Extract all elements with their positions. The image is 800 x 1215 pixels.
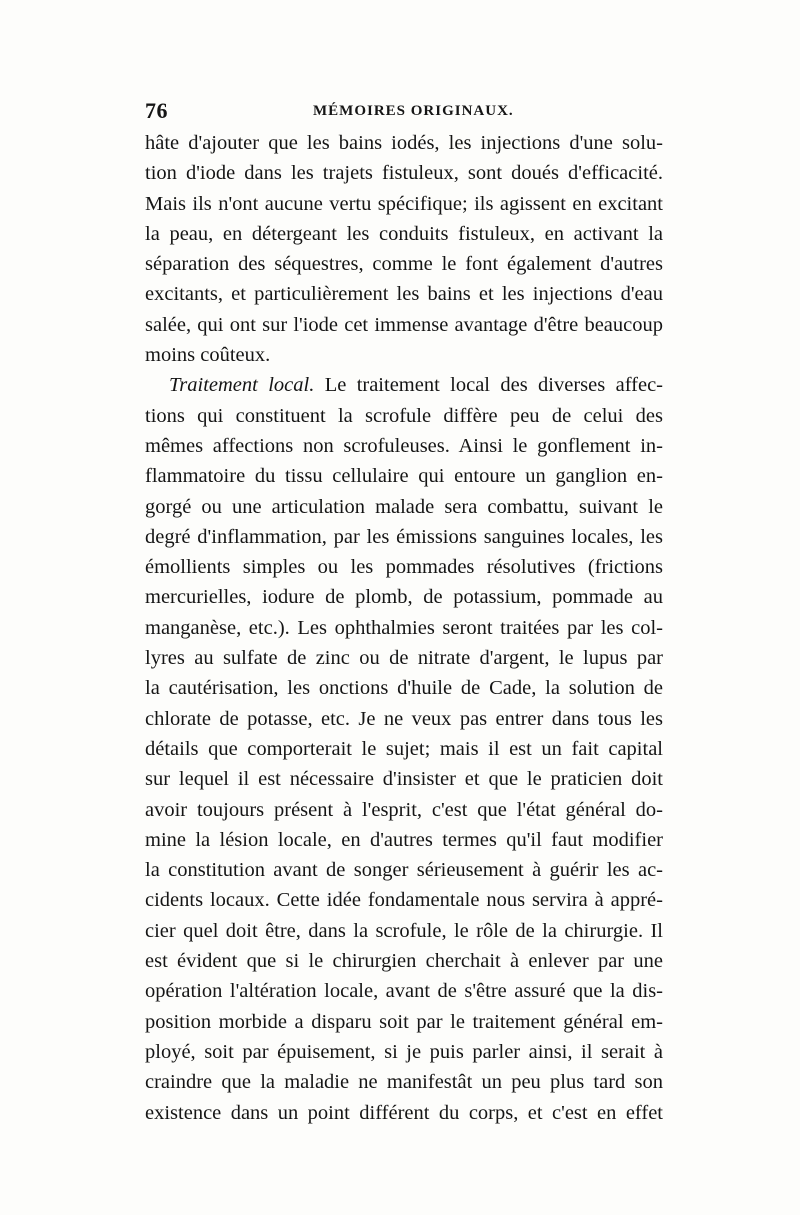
body-text (145, 128, 663, 1128)
text-line: la peau, en détergeant les conduits fistuleux, en activant la (145, 222, 663, 245)
text-fragment: Le traitement local des diverses affec- (324, 374, 664, 397)
text-line: sur lequel il est nécessaire d'insister et que le praticien doit (145, 768, 663, 791)
text-line: détails que comporterait le sujet; mais il est un fait capital (145, 737, 663, 760)
text-line: est évident que si le chirurgien cherchait à enlever par une (145, 950, 663, 973)
text-line: mine la lésion locale, en d'autres termes qu'il faut modifier (145, 828, 663, 851)
text-line: ployé, soit par épuisement, si je puis parler ainsi, il serait à (145, 1040, 663, 1063)
section-heading: Traitement local. (169, 374, 315, 397)
text-line: degré d'inflammation, par les émissions sanguines locales, les (145, 525, 663, 548)
text-line: moins coûteux. (145, 344, 271, 367)
text-line: hâte d'ajouter que les bains iodés, les injections d'une solu- (145, 132, 663, 154)
text-line: Mais ils n'ont aucune vertu spécifique; ils agissent en excitant (145, 192, 663, 215)
text-line: manganèse, etc.). Les ophthalmies seront traitées par les col- (145, 616, 663, 639)
text-line: la cautérisation, les onctions d'huile de Cade, la solution de (145, 677, 663, 700)
text-line: séparation des séquestres, comme le font également d'autres (145, 253, 663, 276)
text-line: gorgé ou une articulation malade sera combattu, suivant le (145, 495, 663, 518)
text-line: position morbide a disparu soit par le traitement général em- (145, 1010, 663, 1033)
text-line: avoir toujours présent à l'esprit, c'est que l'état général do- (145, 798, 663, 821)
text-line: existence dans un point différent du corps, et c'est en effet (145, 1101, 663, 1124)
page-number: 76 (145, 98, 168, 123)
text-line: craindre que la maladie ne manifestât un peu plus tard son (145, 1071, 663, 1094)
running-head (145, 98, 663, 128)
text-line: opération l'altération locale, avant de s'être assuré que la dis- (145, 980, 663, 1003)
paragraph-first-line (145, 370, 663, 400)
text-line: tions qui constituent la scrofule diffère peu de celui des (145, 404, 663, 427)
text-line: cier quel doit être, dans la scrofule, le rôle de la chirurgie. Il (145, 919, 663, 942)
text-line: mêmes affections non scrofuleuses. Ainsi le gonflement in- (145, 434, 663, 457)
running-title: MÉMOIRES ORIGINAUX. (313, 103, 514, 119)
text-line: excitants, et particulièrement les bains et les injections d'eau (145, 283, 663, 306)
text-line: salée, qui ont sur l'iode cet immense avantage d'être beaucoup (145, 313, 663, 336)
text-line: flammatoire du tissu cellulaire qui entoure un ganglion en- (145, 465, 663, 488)
text-line: mercurielles, iodure de plomb, de potassium, pommade au (145, 586, 663, 609)
text-line: tion d'iode dans les trajets fistuleux, sont doués d'efficacité. (145, 162, 663, 185)
text-line: la constitution avant de songer sérieusement à guérir les ac- (145, 859, 663, 882)
text-line: cidents locaux. Cette idée fondamentale nous servira à appré- (145, 889, 663, 912)
text-line: lyres au sulfate de zinc ou de nitrate d'argent, le lupus par (145, 647, 663, 670)
text-line: chlorate de potasse, etc. Je ne veux pas entrer dans tous les (145, 707, 663, 730)
text-line: émollients simples ou les pommades résolutives (frictions (145, 556, 663, 579)
